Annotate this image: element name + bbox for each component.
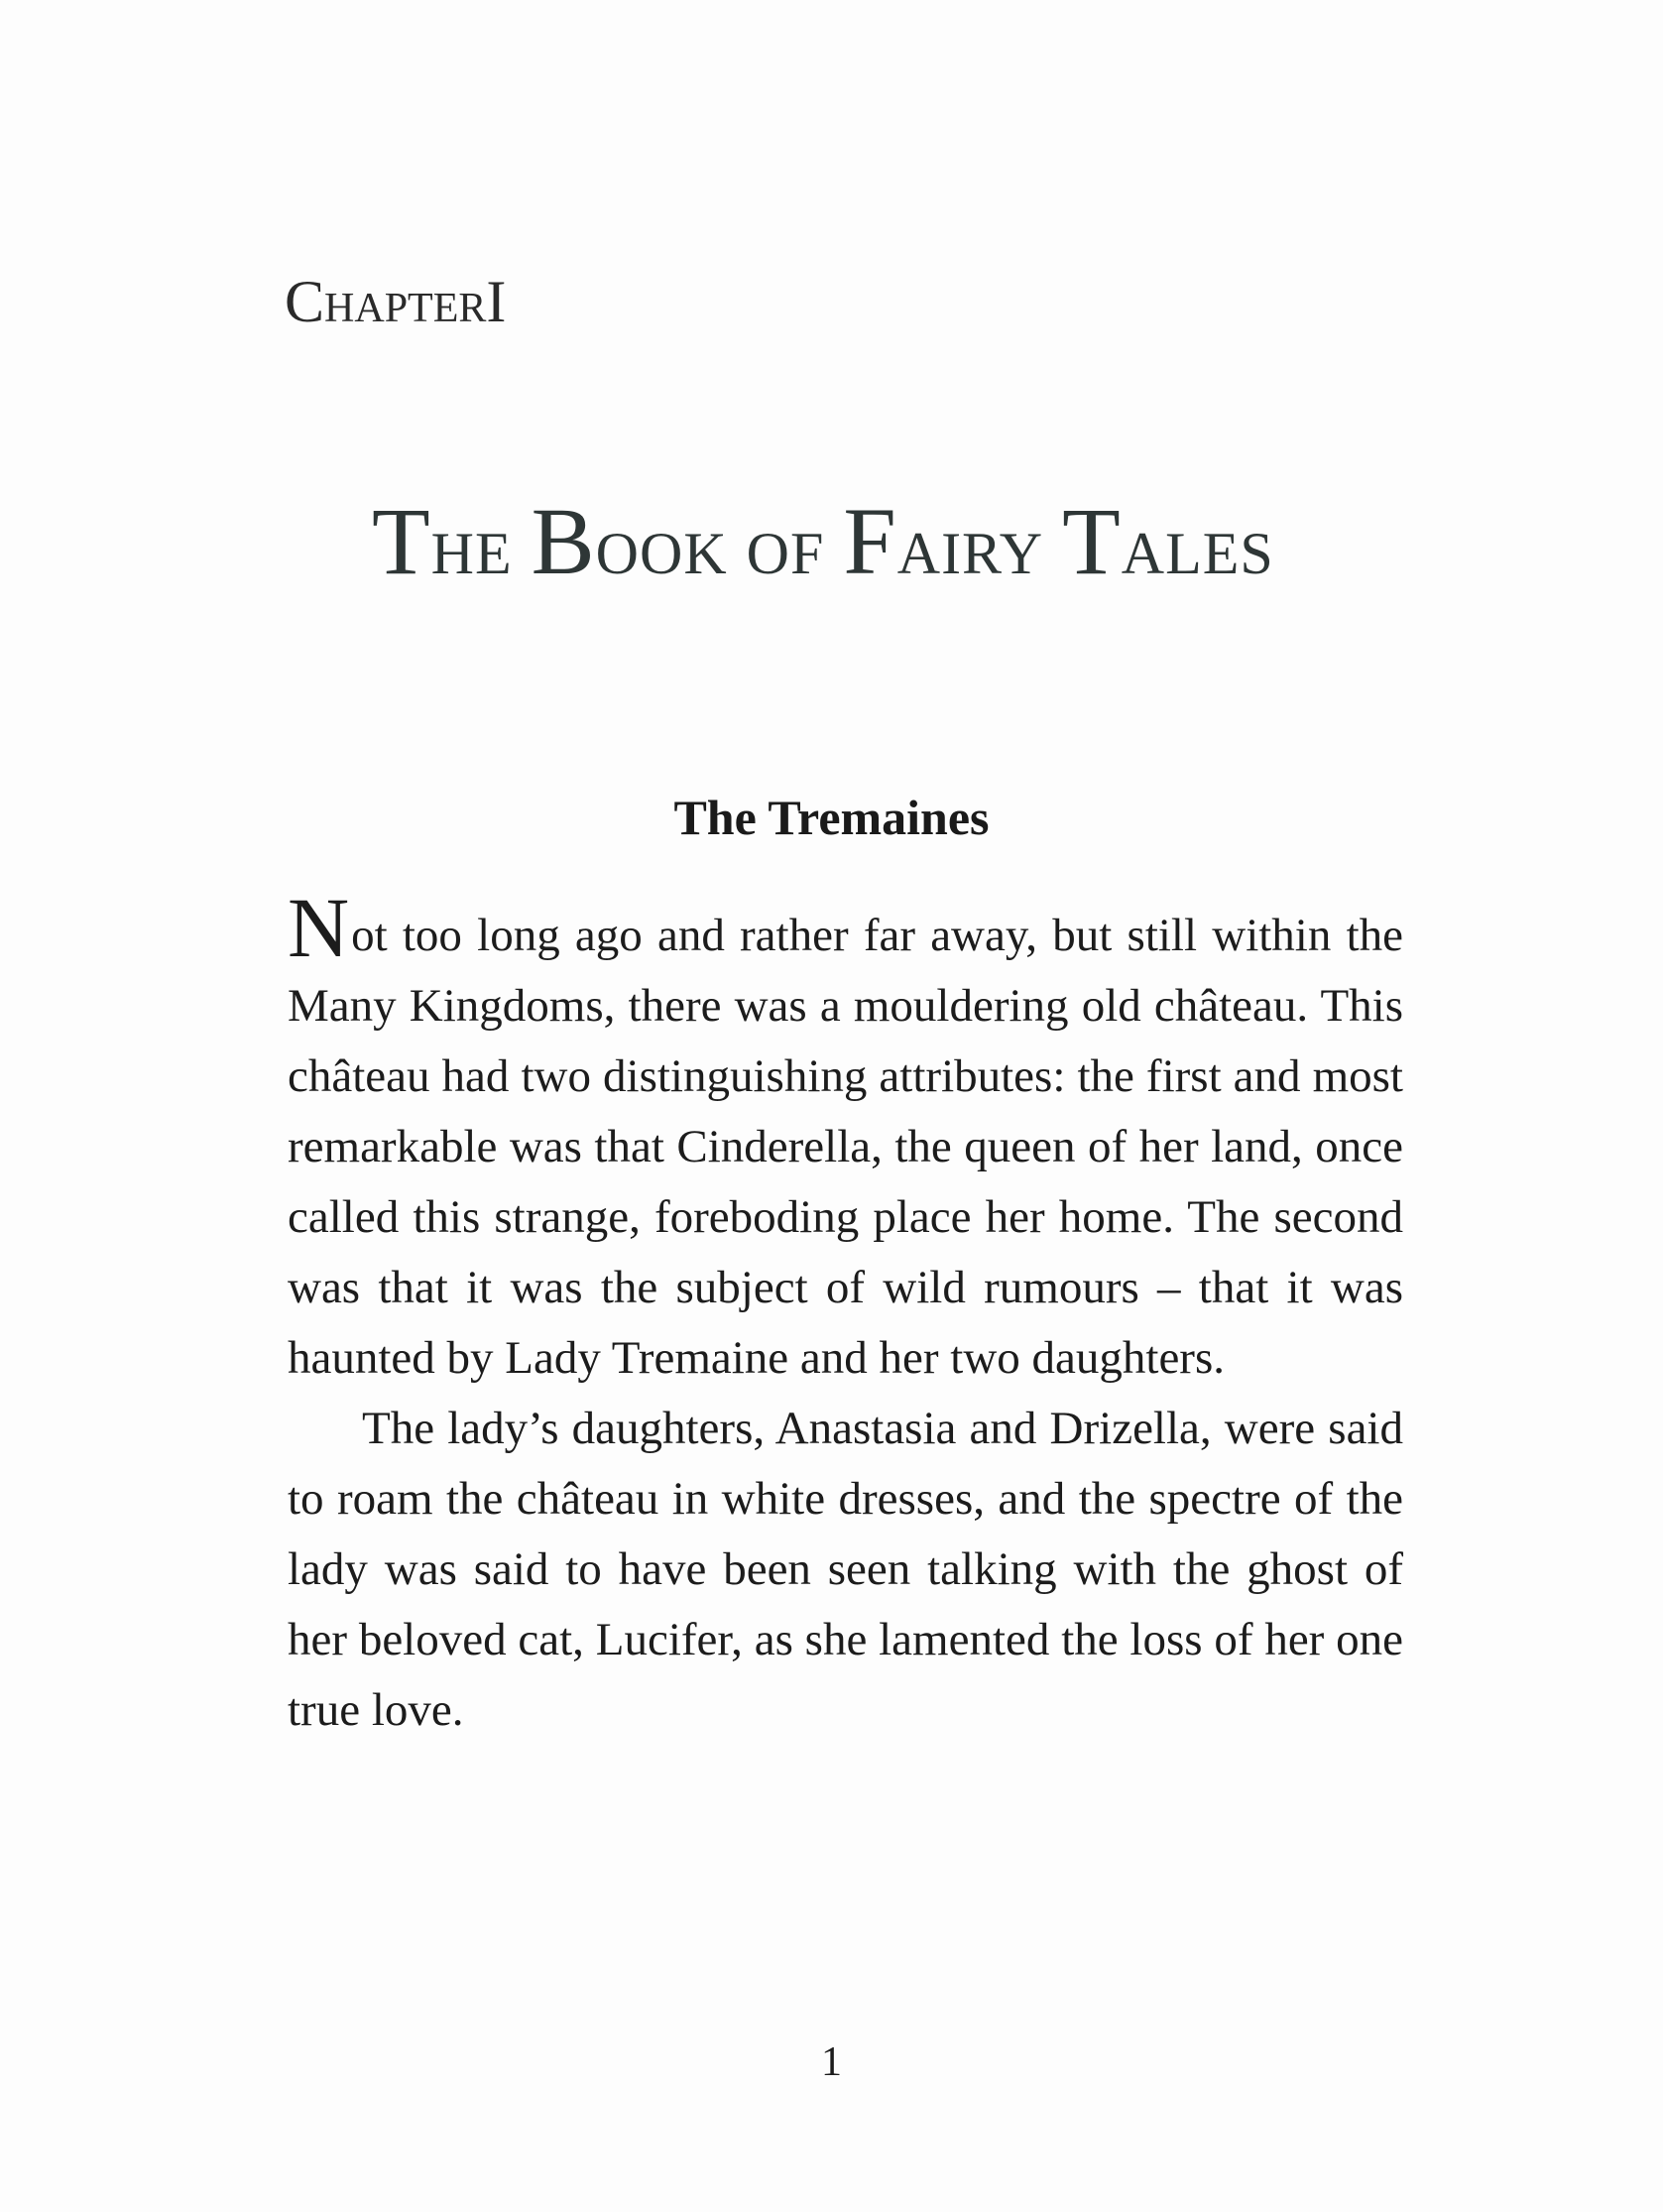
chapter-title <box>372 486 1274 596</box>
title-word-5-initial: T <box>1062 488 1122 594</box>
paragraph-1 <box>288 880 1403 1394</box>
section-heading: The Tremaines <box>673 790 990 845</box>
paragraph-2: The lady’s daughters, Anastasia and Drizella, were said to roam the château in white dresses, and the spectre of the lady was said to have been seen talking with the ghost of her beloved cat, Lucifer, as she lamented the loss of her one true love. <box>288 1403 1403 1736</box>
chapter-label-initial: C <box>285 269 325 334</box>
paragraph-1-text: ot too long ago and rather far away, but still within the Many Kingdoms, there was a mouldering old château. This château had two distinguishing attributes: the first and most remarkable was that Cinderella, the queen of her land, once called this strange, foreboding place her home. The second was that it was the subject of wild rumours – that it was haunted by Lady Tremaine and her two daughters. <box>288 910 1403 1384</box>
title-word-2-initial: B <box>531 488 596 594</box>
body-text <box>288 880 1403 1746</box>
title-word-1-rest: HE <box>430 521 513 586</box>
title-word-3: OF <box>746 521 825 586</box>
chapter-label-rest: HAPTER <box>324 286 487 331</box>
chapter-number: I <box>486 269 507 334</box>
drop-cap: N <box>288 880 350 975</box>
chapter-label <box>285 268 506 336</box>
title-word-5-rest: ALES <box>1121 521 1274 586</box>
page-number: 1 <box>821 2039 842 2085</box>
title-word-4-rest: AIRY <box>896 521 1044 586</box>
title-word-2-rest: OOK <box>595 521 728 586</box>
title-word-1-initial: T <box>372 488 431 594</box>
title-word-4-initial: F <box>843 488 897 594</box>
